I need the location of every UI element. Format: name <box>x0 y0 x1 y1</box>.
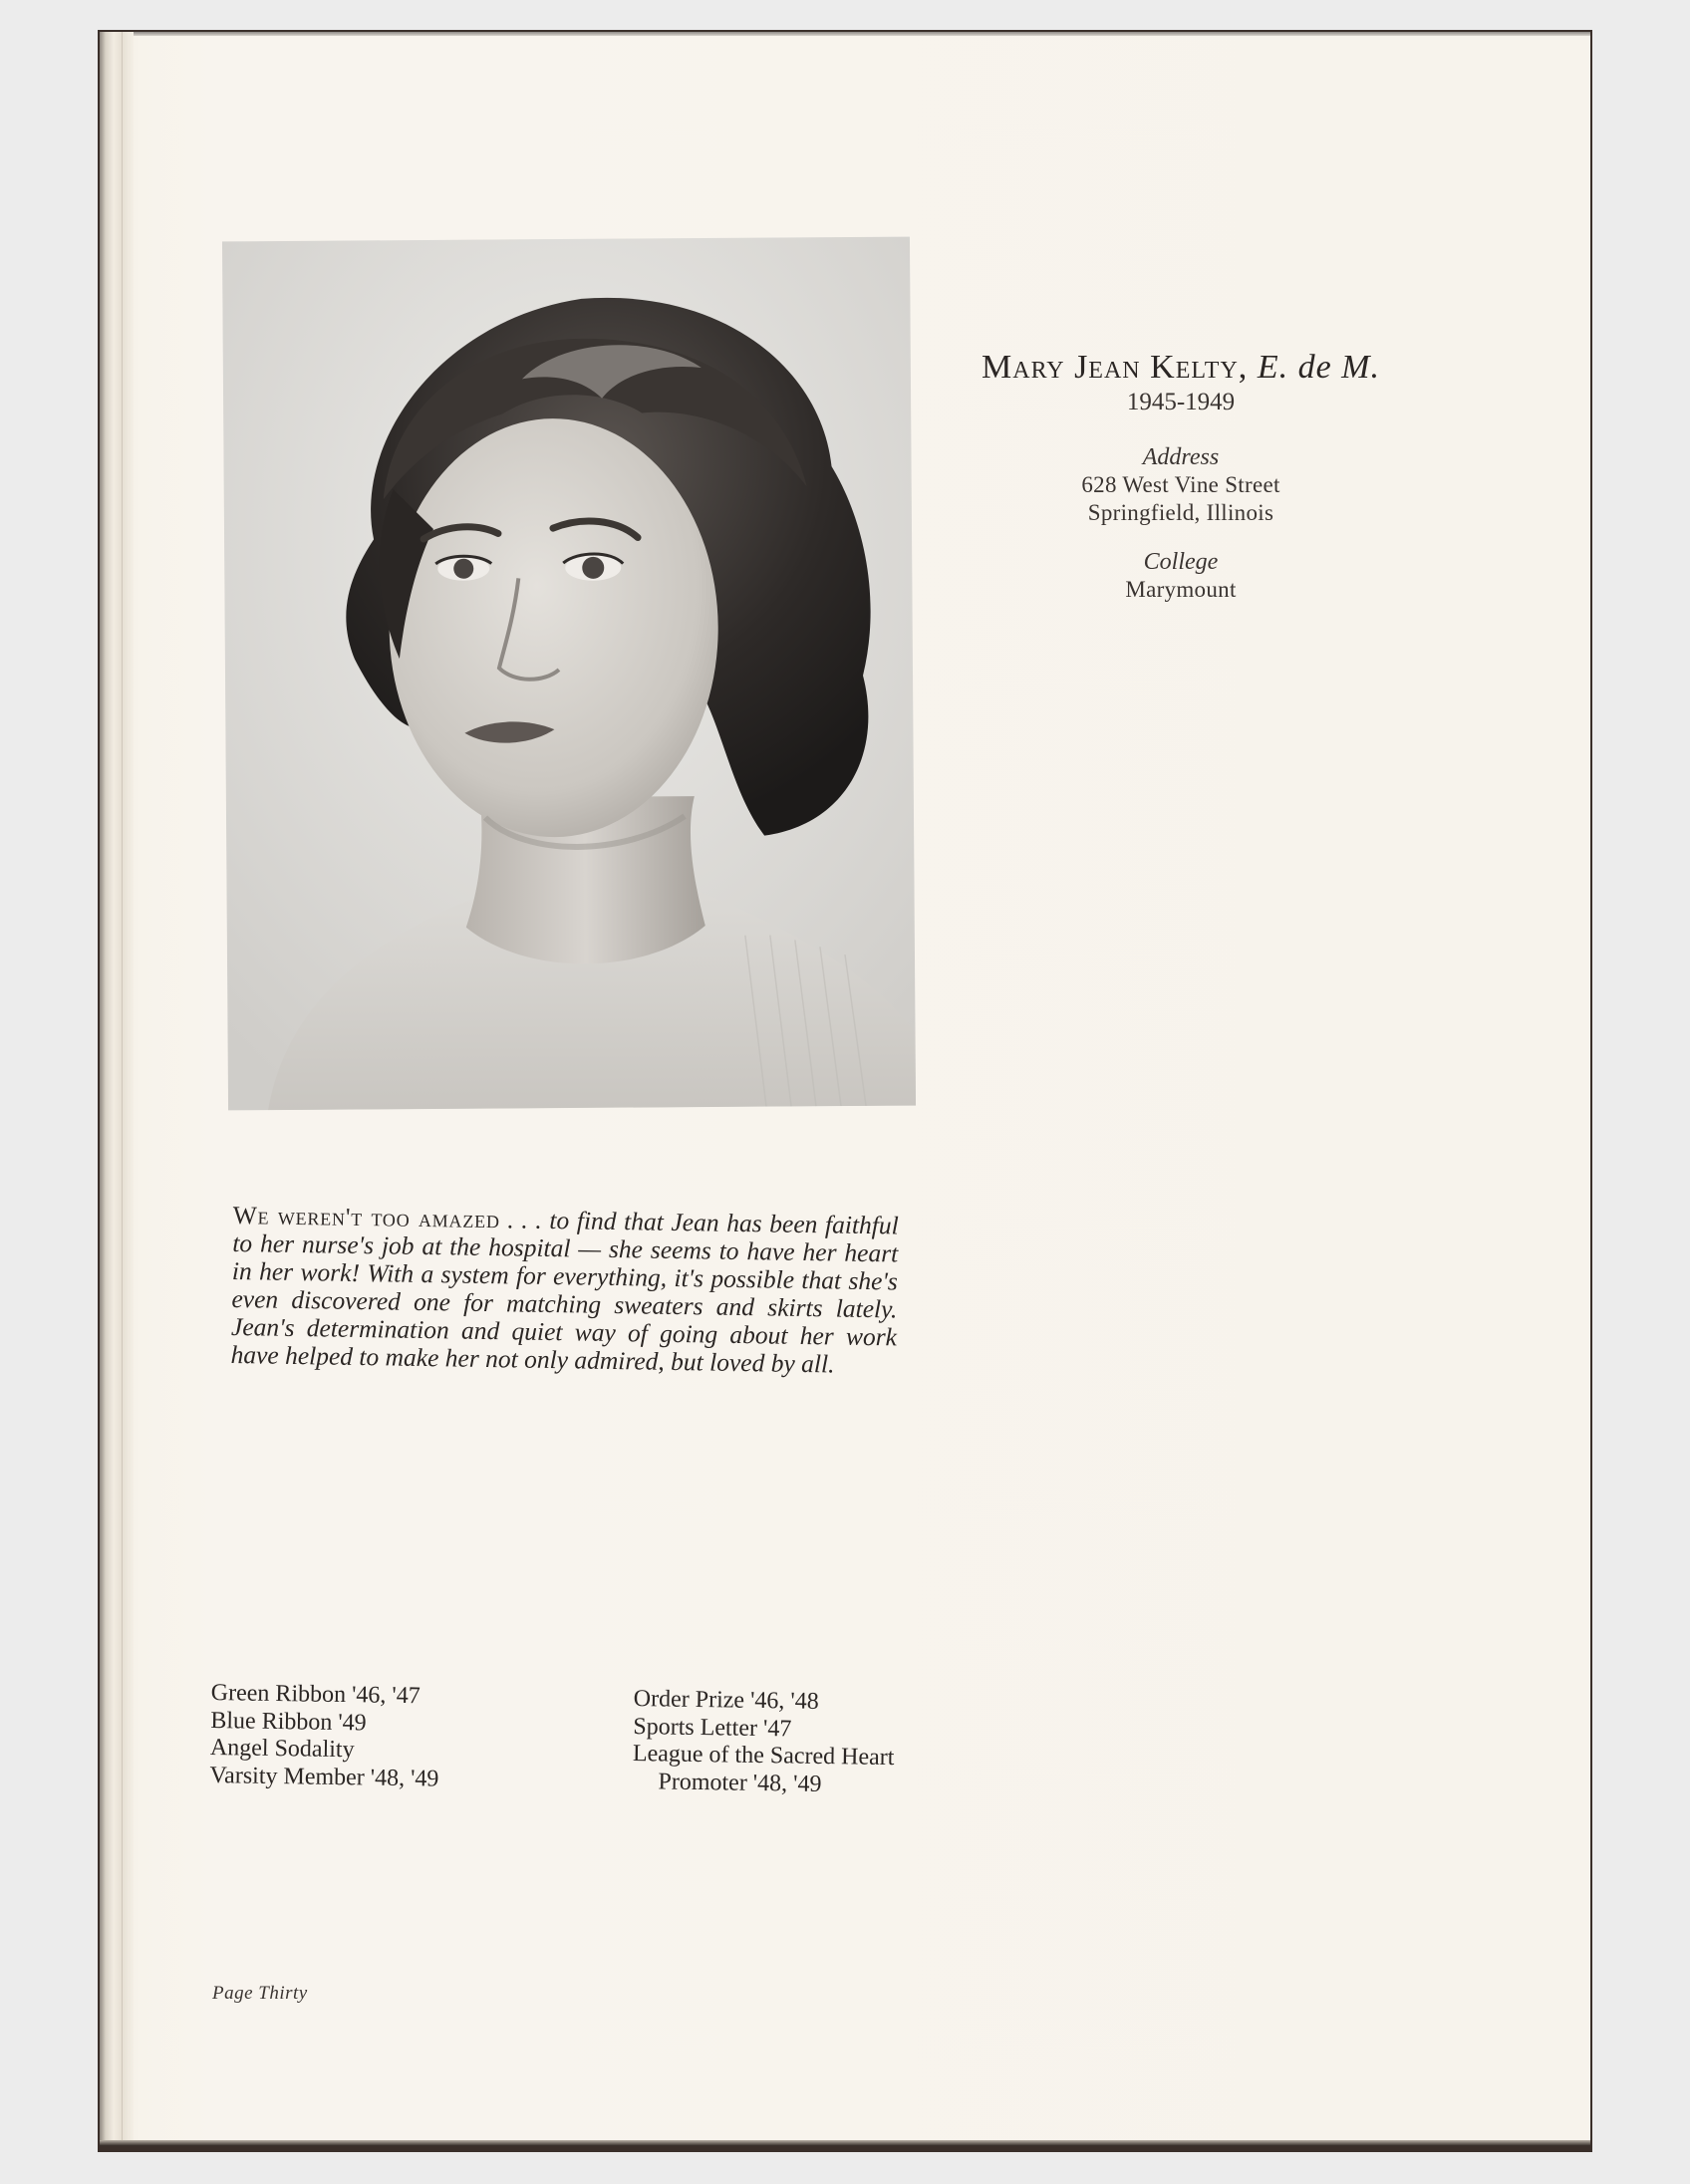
page-spine <box>100 32 134 2146</box>
description-lead: We weren't too amazed <box>232 1201 500 1234</box>
page-number: Page Thirty <box>212 1983 308 2004</box>
description-text: . . . to find that Jean has been faithful to her nurse's job at the hospital — she seems to have her heart in her work! With a system for everything, it's possible that she's even discovered one for matching sweaters and skirts lately. Jean's determination and quiet way of going about her work have helped to make her not only admired, but loved by all. <box>230 1205 899 1379</box>
student-name <box>962 349 1400 387</box>
honors-list-right <box>632 1686 895 1799</box>
honor-item: League of the Sacred Heart <box>632 1740 895 1772</box>
name-suffix: E. de M. <box>1257 349 1380 386</box>
student-name-text: Mary Jean Kelty, <box>982 349 1249 386</box>
student-description <box>230 1202 899 1379</box>
page-top-edge <box>100 32 1590 36</box>
honor-item: Order Prize '46, '48 <box>633 1686 819 1715</box>
honor-item: Green Ribbon '46, '47 <box>210 1680 421 1710</box>
class-years: 1945-1949 <box>1126 389 1236 415</box>
college-label: College <box>1143 549 1219 575</box>
profile-header <box>962 349 1400 604</box>
honor-item: Blue Ribbon '49 <box>210 1707 367 1736</box>
honors-list-left <box>209 1680 440 1793</box>
address-line-2: Springfield, Illinois <box>1087 500 1274 525</box>
address-line-1: 628 West Vine Street <box>1081 472 1280 497</box>
honor-item: Varsity Member '48, '49 <box>209 1762 439 1792</box>
spine-line <box>122 32 123 2146</box>
honor-item: Angel Sodality <box>209 1734 355 1764</box>
honor-item: Promoter '48, '49 <box>658 1768 822 1797</box>
page-bottom-edge <box>100 2140 1590 2146</box>
college-name: Marymount <box>1125 577 1237 602</box>
address-label: Address <box>1142 444 1220 470</box>
honor-item: Sports Letter '47 <box>633 1713 792 1742</box>
portrait-photo <box>222 237 916 1111</box>
